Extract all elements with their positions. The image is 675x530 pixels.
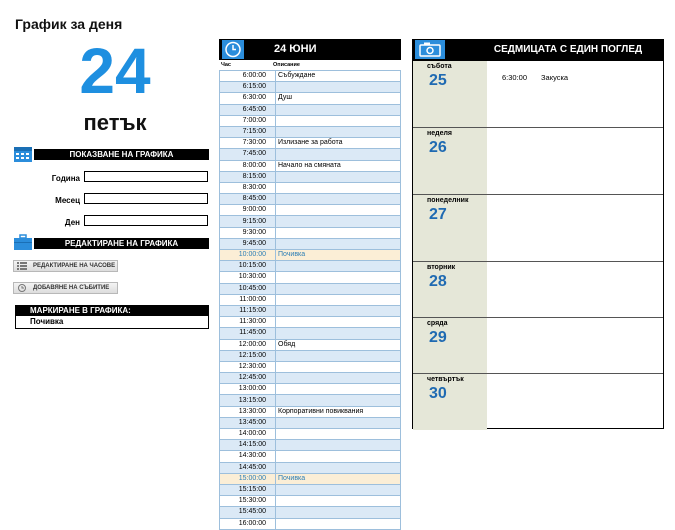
schedule-time-cell: 10:00:00 — [220, 250, 276, 261]
schedule-row[interactable] — [220, 361, 401, 372]
week-event-time: 6:30:00 — [502, 73, 528, 82]
schedule-description-cell[interactable] — [276, 361, 401, 372]
schedule-row[interactable] — [220, 93, 401, 104]
weekday-label: петък — [83, 110, 147, 135]
schedule-time-cell: 6:45:00 — [220, 104, 276, 115]
week-day-side — [413, 262, 487, 317]
week-day-name: събота — [427, 63, 452, 70]
schedule-row[interactable] — [220, 71, 401, 82]
legend-item: Почивка — [30, 317, 64, 326]
schedule-time-cell: 14:30:00 — [220, 451, 276, 462]
schedule-time-cell: 16:00:00 — [220, 518, 276, 529]
schedule-row[interactable] — [220, 440, 401, 451]
week-day-number: 30 — [429, 385, 447, 402]
schedule-description-cell[interactable]: Излизане за работа — [276, 138, 401, 149]
schedule-description-cell[interactable] — [276, 507, 401, 518]
description-column-header: Описание — [273, 62, 300, 68]
day-field[interactable] — [84, 215, 208, 226]
schedule-row[interactable] — [220, 462, 401, 473]
week-day-name: понеделник — [427, 197, 469, 204]
schedule-description-cell[interactable] — [276, 440, 401, 451]
schedule-description-cell[interactable] — [276, 216, 401, 227]
schedule-time-cell: 13:45:00 — [220, 417, 276, 428]
schedule-description-cell[interactable] — [276, 227, 401, 238]
schedule-time-cell: 10:15:00 — [220, 261, 276, 272]
schedule-date: 24 ЮНИ — [274, 43, 317, 55]
schedule-description-cell[interactable]: Обяд — [276, 339, 401, 350]
week-day-side — [413, 374, 487, 430]
year-label: Година — [51, 174, 80, 183]
schedule-time-cell: 10:45:00 — [220, 283, 276, 294]
schedule-description-cell[interactable] — [276, 182, 401, 193]
schedule-time-cell: 7:45:00 — [220, 149, 276, 160]
schedule-description-cell[interactable] — [276, 272, 401, 283]
schedule-description-cell[interactable] — [276, 205, 401, 216]
schedule-row[interactable] — [220, 417, 401, 428]
schedule-time-cell: 11:15:00 — [220, 305, 276, 316]
schedule-row[interactable] — [220, 126, 401, 137]
schedule-time-cell: 8:15:00 — [220, 171, 276, 182]
week-day-row — [413, 262, 663, 318]
schedule-row[interactable] — [220, 328, 401, 339]
schedule-time-cell: 6:30:00 — [220, 93, 276, 104]
schedule-row[interactable] — [220, 473, 401, 484]
schedule-row[interactable] — [220, 429, 401, 440]
schedule-time-cell: 9:00:00 — [220, 205, 276, 216]
schedule-time-cell: 15:30:00 — [220, 496, 276, 507]
schedule-description-cell[interactable] — [276, 149, 401, 160]
schedule-time-cell: 7:15:00 — [220, 126, 276, 137]
schedule-description-cell[interactable] — [276, 395, 401, 406]
schedule-row[interactable] — [220, 484, 401, 495]
schedule-row[interactable] — [220, 82, 401, 93]
schedule-time-cell: 12:00:00 — [220, 339, 276, 350]
week-day-name: неделя — [427, 130, 452, 137]
legend-box — [15, 305, 209, 329]
display-section-title: ПОКАЗВАНЕ НА ГРАФИКА — [34, 149, 209, 160]
week-day-number: 29 — [429, 329, 447, 346]
schedule-time-cell: 11:30:00 — [220, 317, 276, 328]
schedule-time-cell: 9:15:00 — [220, 216, 276, 227]
schedule-time-cell: 12:45:00 — [220, 373, 276, 384]
schedule-description-cell[interactable] — [276, 194, 401, 205]
schedule-description-cell[interactable] — [276, 451, 401, 462]
week-day-number: 25 — [429, 72, 447, 89]
week-day-side — [413, 195, 487, 261]
schedule-row[interactable] — [220, 160, 401, 171]
legend-title: МАРКИРАНЕ В ГРАФИКА: — [16, 306, 208, 316]
schedule-description-cell[interactable] — [276, 104, 401, 115]
week-day-name: сряда — [427, 320, 448, 327]
schedule-description-cell[interactable] — [276, 496, 401, 507]
schedule-description-cell[interactable] — [276, 294, 401, 305]
schedule-description-cell[interactable]: Корпоративни повиквания — [276, 406, 401, 417]
schedule-time-cell: 14:45:00 — [220, 462, 276, 473]
schedule-time-cell: 10:30:00 — [220, 272, 276, 283]
schedule-time-cell: 13:00:00 — [220, 384, 276, 395]
schedule-description-cell[interactable] — [276, 82, 401, 93]
clock-icon — [222, 40, 244, 59]
schedule-description-cell[interactable] — [276, 384, 401, 395]
schedule-row[interactable] — [220, 373, 401, 384]
week-day-number: 27 — [429, 206, 447, 223]
schedule-row[interactable] — [220, 182, 401, 193]
week-day-row — [413, 318, 663, 374]
month-field[interactable] — [84, 193, 208, 204]
week-day-row — [413, 374, 663, 430]
schedule-time-cell: 13:30:00 — [220, 406, 276, 417]
schedule-time-cell: 8:45:00 — [220, 194, 276, 205]
day-number: 24 — [79, 35, 151, 107]
week-day-side — [413, 318, 487, 373]
schedule-row[interactable] — [220, 227, 401, 238]
schedule-table — [219, 70, 401, 530]
edit-hours-label: РЕДАКТИРАНЕ НА ЧАСОВЕ — [33, 263, 116, 269]
schedule-description-cell[interactable] — [276, 171, 401, 182]
list-icon — [17, 262, 27, 270]
schedule-row[interactable] — [220, 149, 401, 160]
schedule-description-cell[interactable]: Почивка — [276, 473, 401, 484]
schedule-row[interactable] — [220, 104, 401, 115]
schedule-description-cell[interactable] — [276, 261, 401, 272]
schedule-row[interactable] — [220, 507, 401, 518]
edit-section-title: РЕДАКТИРАНЕ НА ГРАФИКА — [34, 238, 209, 249]
clock-icon — [17, 284, 27, 292]
schedule-description-cell[interactable] — [276, 126, 401, 137]
schedule-row[interactable] — [220, 305, 401, 316]
schedule-time-cell: 15:45:00 — [220, 507, 276, 518]
schedule-time-cell: 13:15:00 — [220, 395, 276, 406]
schedule-row[interactable] — [220, 216, 401, 227]
schedule-description-cell[interactable] — [276, 115, 401, 126]
schedule-row[interactable] — [220, 171, 401, 182]
week-day-side — [413, 128, 487, 194]
schedule-time-cell: 14:15:00 — [220, 440, 276, 451]
schedule-row[interactable] — [220, 384, 401, 395]
week-event-description: Закуска — [541, 73, 569, 82]
calendar-icon — [13, 145, 33, 163]
schedule-time-cell: 8:00:00 — [220, 160, 276, 171]
schedule-row[interactable] — [220, 272, 401, 283]
week-title: СЕДМИЦАТА С ЕДИН ПОГЛЕД — [493, 44, 643, 55]
schedule-row[interactable] — [220, 350, 401, 361]
schedule-time-cell: 6:15:00 — [220, 82, 276, 93]
schedule-description-cell[interactable] — [276, 328, 401, 339]
schedule-description-cell[interactable]: Почивка — [276, 250, 401, 261]
schedule-time-cell: 7:30:00 — [220, 138, 276, 149]
schedule-time-cell: 6:00:00 — [220, 71, 276, 82]
add-event-button[interactable] — [13, 282, 118, 294]
schedule-time-cell: 11:45:00 — [220, 328, 276, 339]
year-field[interactable] — [84, 171, 208, 182]
week-day-number: 28 — [429, 273, 447, 290]
schedule-time-cell: 15:15:00 — [220, 484, 276, 495]
schedule-column-headers — [219, 60, 401, 70]
schedule-time-cell: 8:30:00 — [220, 182, 276, 193]
schedule-row[interactable] — [220, 250, 401, 261]
schedule-description-cell[interactable] — [276, 373, 401, 384]
schedule-description-cell[interactable] — [276, 417, 401, 428]
week-day-number: 26 — [429, 139, 447, 156]
schedule-time-cell: 15:00:00 — [220, 473, 276, 484]
camera-icon — [415, 40, 445, 59]
time-column-header: Час — [221, 62, 231, 68]
schedule-time-cell: 12:30:00 — [220, 361, 276, 372]
schedule-description-cell[interactable] — [276, 283, 401, 294]
schedule-description-cell[interactable] — [276, 429, 401, 440]
week-header — [412, 39, 664, 60]
schedule-row[interactable] — [220, 194, 401, 205]
schedule-row[interactable] — [220, 261, 401, 272]
schedule-time-cell: 7:00:00 — [220, 115, 276, 126]
day-label: Ден — [64, 218, 80, 227]
schedule-description-cell[interactable] — [276, 305, 401, 316]
schedule-header — [219, 39, 401, 60]
week-panel — [412, 60, 664, 429]
edit-hours-button[interactable] — [13, 260, 118, 272]
schedule-row[interactable] — [220, 238, 401, 249]
week-day-side — [413, 61, 487, 127]
schedule-row[interactable] — [220, 451, 401, 462]
page-title: График за деня — [15, 16, 123, 32]
schedule-description-cell[interactable]: Душ — [276, 93, 401, 104]
schedule-description-cell[interactable] — [276, 462, 401, 473]
schedule-time-cell: 9:30:00 — [220, 227, 276, 238]
schedule-row[interactable] — [220, 294, 401, 305]
schedule-time-cell: 14:00:00 — [220, 429, 276, 440]
add-event-label: ДОБАВЯНЕ НА СЪБИТИЕ — [33, 285, 110, 291]
week-day-name: вторник — [427, 264, 456, 271]
schedule-time-cell: 12:15:00 — [220, 350, 276, 361]
schedule-row[interactable] — [220, 406, 401, 417]
schedule-row[interactable] — [220, 115, 401, 126]
week-day-row — [413, 128, 663, 195]
month-label: Месец — [55, 196, 80, 205]
schedule-time-cell: 11:00:00 — [220, 294, 276, 305]
schedule-row[interactable] — [220, 138, 401, 149]
week-day-row — [413, 61, 663, 128]
schedule-row[interactable] — [220, 283, 401, 294]
schedule-row[interactable] — [220, 395, 401, 406]
schedule-description-cell[interactable] — [276, 317, 401, 328]
schedule-row[interactable] — [220, 205, 401, 216]
briefcase-icon — [13, 233, 33, 251]
week-day-row — [413, 195, 663, 262]
schedule-description-cell[interactable]: Начало на смяната — [276, 160, 401, 171]
schedule-row[interactable] — [220, 339, 401, 350]
schedule-description-cell[interactable]: Събуждане — [276, 71, 401, 82]
week-day-name: четвъртък — [427, 376, 464, 383]
schedule-description-cell[interactable] — [276, 484, 401, 495]
schedule-description-cell[interactable] — [276, 350, 401, 361]
schedule-row[interactable] — [220, 317, 401, 328]
schedule-description-cell[interactable] — [276, 238, 401, 249]
schedule-row[interactable] — [220, 496, 401, 507]
schedule-time-cell: 9:45:00 — [220, 238, 276, 249]
